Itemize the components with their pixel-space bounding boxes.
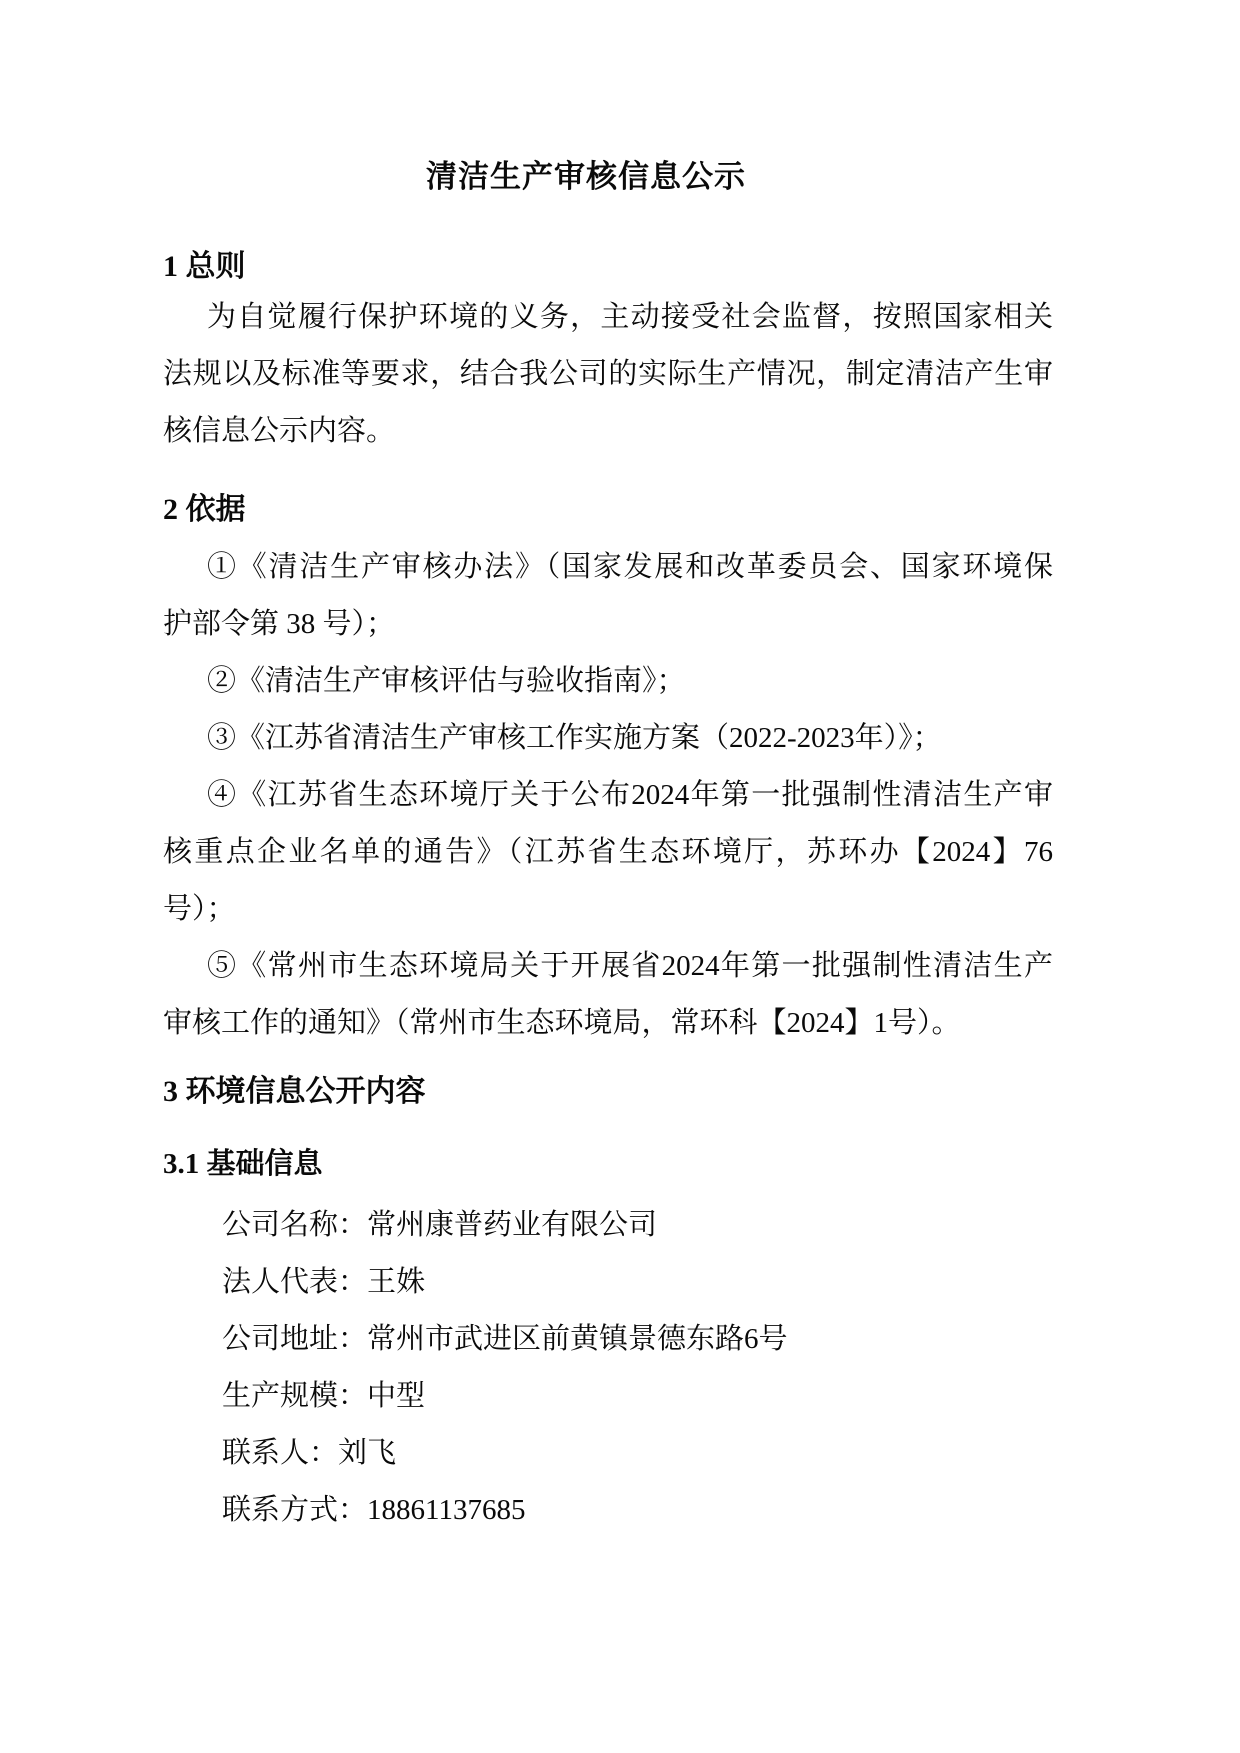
paragraph-line: 核信息公示内容。 [163,415,396,447]
info-value: 中型 [367,1380,426,1412]
basis-line: ①《清洁生产审核办法》（国家发展和改革委员会、国家环境保 [207,551,1053,583]
heading-2-basis: 2 依据 [163,493,246,526]
paragraph-line: 法规以及标准等要求，结合我公司的实际生产情况，制定清洁产生审 [163,358,1053,390]
info-line [163,1311,1053,1368]
info-line [163,1482,1053,1539]
info-line [163,1254,1053,1311]
info-line [163,1368,1053,1425]
basis-line: 号）； [163,893,236,925]
info-label: 公司名称： [222,1209,368,1241]
document-title: 清洁生产审核信息公示 [426,159,746,194]
basis-list [163,539,1053,1052]
basic-info-list [163,1197,1053,1539]
info-value: 18861137685 [367,1494,526,1526]
basis-line: 护部令第 38 号）； [163,608,396,640]
info-line [163,1197,1053,1254]
info-value: 常州市武进区前黄镇景德东路6号 [367,1323,788,1355]
info-value: 王姝 [367,1266,426,1298]
heading-3-1-basic-info: 3.1 基础信息 [163,1148,323,1180]
info-label: 公司地址： [222,1323,368,1355]
info-value: 常州康普药业有限公司 [367,1209,658,1241]
basis-line: ⑤《常州市生态环境局关于开展省2024年第一批强制性清洁生产 [207,950,1053,982]
info-label: 联系方式： [222,1494,368,1526]
paragraph-line: 为自觉履行保护环境的义务，主动接受社会监督，按照国家相关 [207,301,1053,333]
info-label: 联系人： [222,1437,339,1469]
heading-1-general: 1 总则 [163,250,246,283]
basis-line: 核重点企业名单的通告》（江苏省生态环境厅，苏环办【2024】76 [163,836,1053,868]
info-label: 生产规模： [222,1380,368,1412]
basis-line: ③《江苏省清洁生产审核工作实施方案（2022-2023年）》； [207,722,942,754]
heading-3-disclosure: 3 环境信息公开内容 [163,1075,426,1108]
basis-line: ②《清洁生产审核评估与验收指南》； [207,665,686,697]
info-value: 刘飞 [338,1437,397,1469]
basis-line: 审核工作的通知》（常州市生态环境局，常环科【2024】1号）。 [163,1007,961,1039]
basis-line: ④《江苏省生态环境厅关于公布2024年第一批强制性清洁生产审 [207,779,1053,811]
general-paragraph [163,289,1053,460]
info-line [163,1425,1053,1482]
info-label: 法人代表： [222,1266,368,1298]
document-content [0,153,1240,1539]
